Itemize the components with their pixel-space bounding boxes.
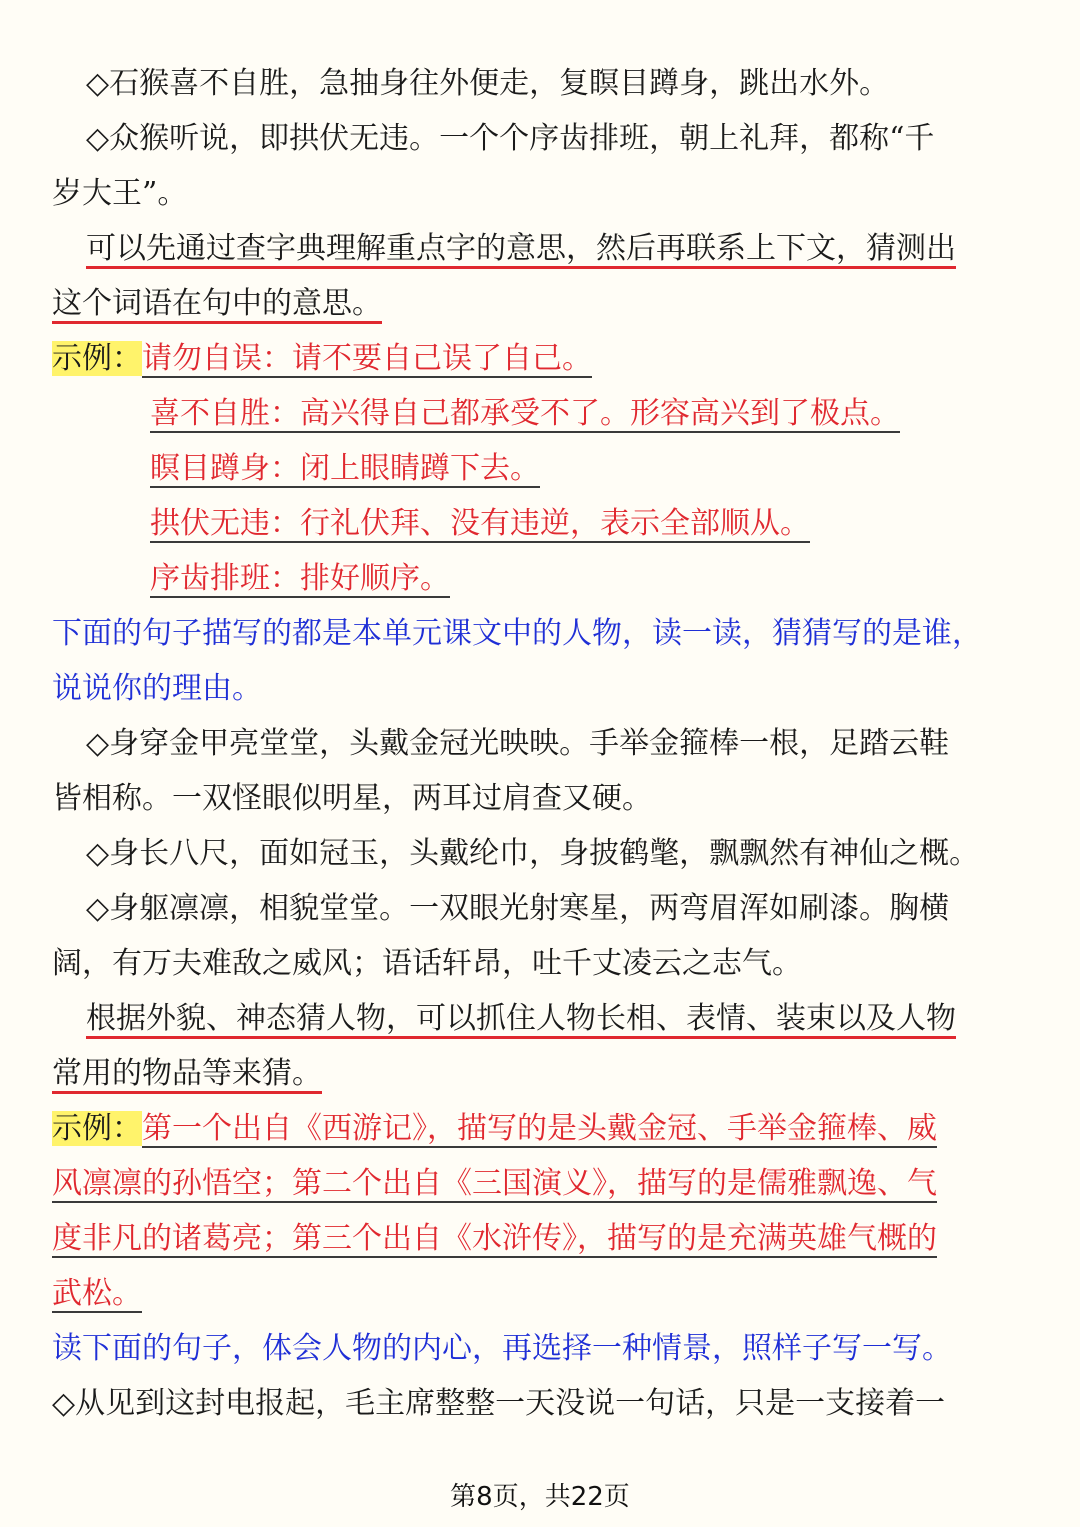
answer-text: 武松。 <box>52 1276 142 1311</box>
passage-line: 阔，有万夫难敌之威风；语话轩昂，吐千丈凌云之志气。 <box>52 946 802 981</box>
tip-underlined-text: 根据外貌、神态猜人物，可以抓住人物长相、表情、装束以及人物 <box>86 1001 956 1039</box>
answer-line <box>52 1219 937 1259</box>
passage-line: 皆相称。一双怪眼似明星，两耳过肩查又硬。 <box>52 781 652 816</box>
example-line <box>150 504 810 544</box>
tip-underlined-text: 这个词语在句中的意思。 <box>52 286 382 324</box>
answer-line <box>52 1109 937 1149</box>
passage-line: ◇身穿金甲亮堂堂，头戴金冠光映映。手举金箍棒一根，足踏云鞋 <box>86 726 950 761</box>
example-text: 序齿排班：排好顺序。 <box>150 561 450 596</box>
example-line <box>52 339 592 379</box>
passage-line: ◇从见到这封电报起，毛主席整整一天没说一句话，只是一支接着一 <box>52 1386 946 1421</box>
passage-line: ◇身躯凛凛，相貌堂堂。一双眼光射寒星，两弯眉浑如刷漆。胸横 <box>86 891 950 926</box>
example-line <box>150 449 540 489</box>
quote-line: ◇众猴听说，即拱伏无违。一个个序齿排班，朝上礼拜，都称“千 <box>86 121 935 156</box>
task-line: 下面的句子描写的都是本单元课文中的人物，读一读，猜猜写的是谁， <box>52 616 982 651</box>
example-line <box>150 559 450 599</box>
tip-line <box>52 229 956 269</box>
example-label: 示例： <box>52 341 142 376</box>
tip-underlined-text: 常用的物品等来猜。 <box>52 1056 322 1094</box>
example-text: 请勿自误：请不要自己误了自己。 <box>142 341 592 376</box>
answer-line <box>52 1274 142 1314</box>
tip-line <box>52 999 956 1039</box>
tip-underlined-text: 可以先通过查字典理解重点字的意思，然后再联系上下文，猜测出 <box>86 231 956 269</box>
quote-line: ◇石猴喜不自胜，急抽身往外便走，复瞑目蹲身，跳出水外。 <box>86 66 890 101</box>
answer-text: 第一个出自《西游记》，描写的是头戴金冠、手举金箍棒、威 <box>142 1111 937 1146</box>
tip-line <box>52 284 382 324</box>
task-line: 读下面的句子，体会人物的内心，再选择一种情景，照样子写一写。 <box>52 1331 952 1366</box>
page-number: 第8页，共22页 <box>450 1482 630 1512</box>
example-label: 示例： <box>52 1111 142 1146</box>
quote-line: 岁大王”。 <box>52 176 188 211</box>
example-text: 喜不自胜：高兴得自己都承受不了。形容高兴到了极点。 <box>150 396 900 431</box>
task-line: 说说你的理由。 <box>52 671 262 706</box>
passage-line: ◇身长八尺，面如冠玉，头戴纶巾，身披鹤氅，飘飘然有神仙之概。 <box>86 836 980 871</box>
tip-line <box>52 1054 322 1094</box>
answer-line <box>52 1164 937 1204</box>
example-line <box>150 394 900 434</box>
answer-text: 风凛凛的孙悟空；第二个出自《三国演义》，描写的是儒雅飘逸、气 <box>52 1166 937 1201</box>
example-text: 瞑目蹲身：闭上眼睛蹲下去。 <box>150 451 540 486</box>
answer-text: 度非凡的诸葛亮；第三个出自《水浒传》，描写的是充满英雄气概的 <box>52 1221 937 1256</box>
example-text: 拱伏无违：行礼伏拜、没有违逆，表示全部顺从。 <box>150 506 810 541</box>
